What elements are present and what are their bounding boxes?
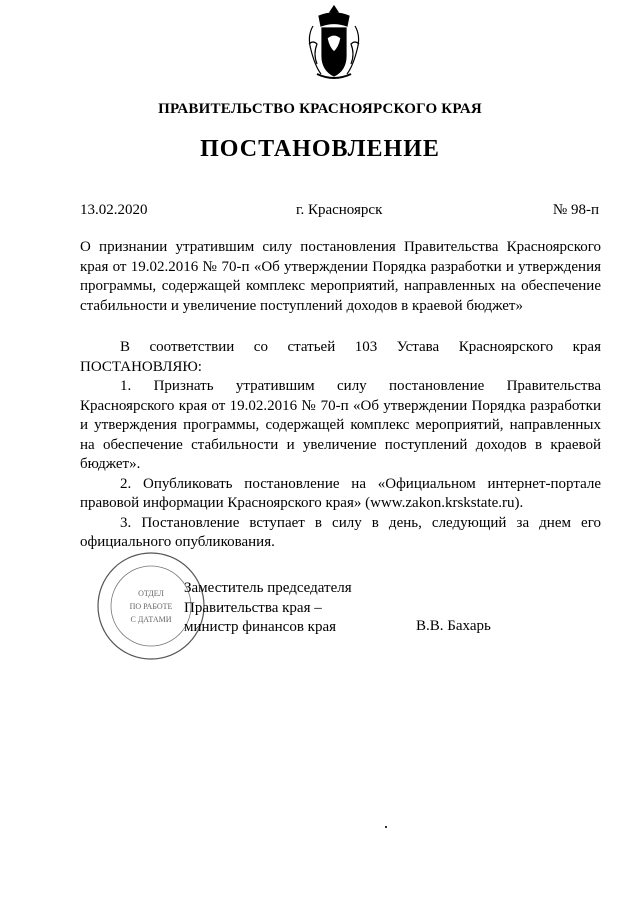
document-body <box>80 338 601 553</box>
signer-position-line-3: министр финансов края <box>184 619 337 635</box>
signature-block <box>184 579 352 638</box>
stamp-line-2: ПО РАБОТЕ <box>129 602 173 611</box>
signer-position-line-1: Заместитель председателя <box>184 580 352 596</box>
signer-name: В.В. Бахарь <box>416 618 491 634</box>
document-date: 13.02.2020 <box>80 202 148 218</box>
preamble: В соответствии со статьей 103 Устава Красноярского края <box>120 339 601 355</box>
decree-item-3: 3. Постановление вступает в силу в день, следующий за днем его официального опубликования. <box>80 514 601 550</box>
stamp-line-1: ОТДЕЛ <box>138 589 164 598</box>
coat-of-arms-icon <box>305 4 363 84</box>
decree-item-1: 1. Признать утратившим силу постановление Правительства Красноярского края от 19.02.2016 № 70-п «Об утверждении Порядка разработки и утверждения программы, содержащей комплекс мероприятий, направленных на обеспечение стабильности и увеличение поступлений доходов в краевой бюджет». <box>80 378 601 472</box>
document-city: г. Красноярск <box>296 202 383 218</box>
stamp-line-3: С ДАТАМИ <box>130 615 172 624</box>
organization-name: ПРАВИТЕЛЬСТВО КРАСНОЯРСКОГО КРАЯ <box>158 101 482 117</box>
document-subject: О признании утратившим силу постановления Правительства Красноярского края от 19.02.2016 № 70-п «Об утверждении Порядка разработки и утверждения программы, содержащей комплекс мероприятий, направленных на обеспечение стабильности и увеличение поступлений доходов в краевой бюджет» <box>80 239 601 314</box>
document-type-title: ПОСТАНОВЛЕНИЕ <box>200 136 440 162</box>
scan-speck <box>385 826 387 828</box>
decree-item-2: 2. Опубликовать постановление на «Официальном интернет-портале правовой информации Красноярского края» (www.zakon.krskstate.ru). <box>80 475 601 511</box>
document-number: № 98-п <box>552 202 599 218</box>
signer-position-line-2: Правительства края – <box>184 599 322 616</box>
decree-word: ПОСТАНОВЛЯЮ: <box>80 358 202 375</box>
